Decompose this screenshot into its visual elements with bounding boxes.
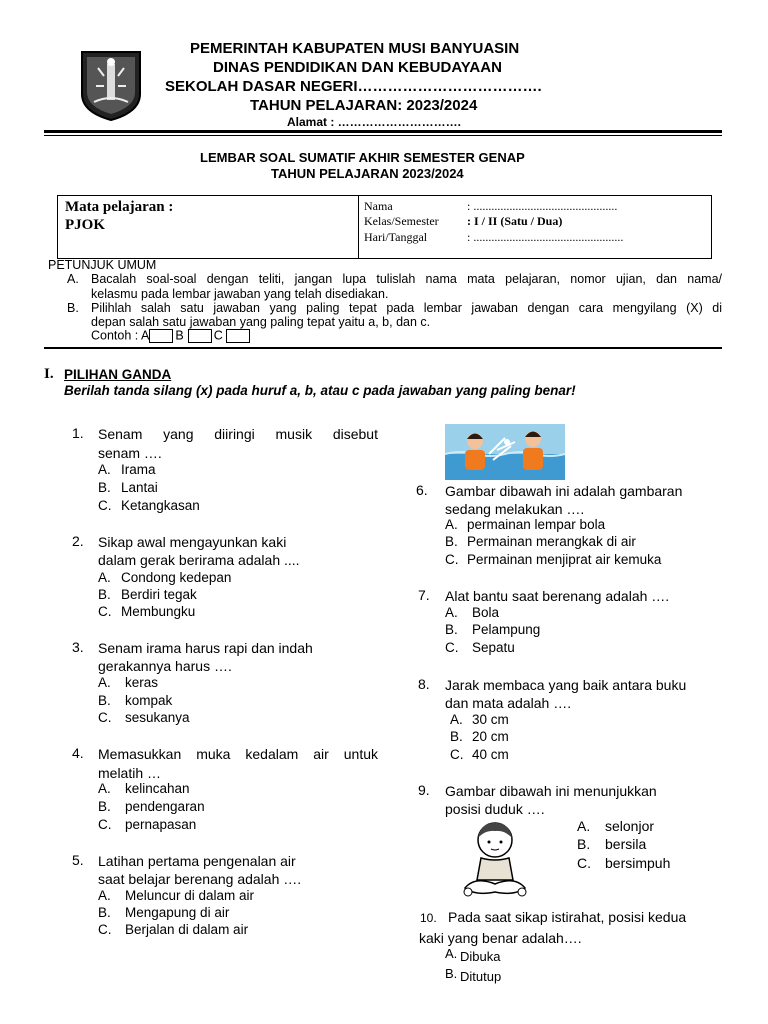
q7-option-b-letter: B.: [445, 622, 458, 637]
q4-option-c-letter: C.: [98, 817, 112, 832]
q7-option-c-letter: C.: [445, 640, 459, 655]
header-department: DINAS PENDIDIKAN DAN KEBUDAYAAN: [213, 59, 502, 76]
q10-option-a-letter: A.: [445, 946, 458, 961]
q2-option-b-text: Berdiri tegak: [121, 587, 197, 602]
q9-option-c-letter: C.: [577, 855, 591, 871]
q3-number: 3.: [72, 639, 84, 655]
q9-option-b-text: bersila: [605, 836, 647, 852]
q9-line1: Gambar dibawah ini menunjukkan: [445, 783, 657, 799]
q8-option-c-letter: C.: [450, 747, 464, 762]
q8-option-c-text: 40 cm: [472, 747, 509, 762]
q4-option-a-text: kelincahan: [125, 781, 190, 796]
example-box-a: [149, 329, 173, 343]
q8-option-a-text: 30 cm: [472, 712, 509, 727]
q1-option-b-text: Lantai: [121, 480, 158, 495]
q5-option-c-letter: C.: [98, 922, 112, 937]
q5-option-c-text: Berjalan di dalam air: [125, 922, 249, 937]
example-box-b: [188, 329, 212, 343]
q2-line2: dalam gerak berirama adalah ....: [98, 552, 300, 568]
q4-option-b-letter: B.: [98, 799, 111, 814]
q6-option-a-text: permainan lempar bola: [467, 517, 606, 532]
instruction-b-line2: depan salah satu jawaban yang paling tepat yaitu a, b, dan c.: [91, 315, 431, 329]
name-label: Nama: [364, 199, 393, 213]
q5-option-a-text: Meluncur di dalam air: [125, 888, 255, 903]
q2-option-b-letter: B.: [98, 587, 111, 602]
date-value: : ..................................................: [467, 230, 624, 244]
regency-logo: [74, 46, 148, 122]
q3-line2: gerakannya harus ….: [98, 658, 232, 674]
q1-line2: senam ….: [98, 445, 162, 461]
instruction-a-line1: Bacalah soal-soal dengan teliti, jangan lupa tulislah nama mata pelajaran, nomor ujian, dan nama/: [91, 272, 722, 286]
q3-option-c-letter: C.: [98, 710, 112, 725]
q4-line1: Memasukkan muka kedalam air untuk: [98, 746, 378, 762]
q9-number: 9.: [418, 782, 430, 798]
q1-option-b-letter: B.: [98, 480, 111, 495]
class-semester-value: : I / II (Satu / Dua): [467, 214, 563, 228]
header-government: PEMERINTAH KABUPATEN MUSI BANYUASIN: [190, 40, 520, 57]
example-line: [91, 329, 252, 343]
q9-option-b-letter: B.: [577, 836, 591, 852]
q4-option-b-text: pendengaran: [125, 799, 205, 814]
q4-option-c-text: pernapasan: [125, 817, 197, 832]
q10-option-b-letter: B.: [445, 966, 458, 981]
q10-line2: kaki yang benar adalah….: [419, 930, 582, 946]
q7-option-a-text: Bola: [472, 605, 500, 620]
q8-option-b-letter: B.: [450, 729, 463, 744]
instruction-a-marker: A.: [67, 272, 79, 286]
example-label-b: B: [175, 328, 184, 343]
q9-line2: posisi duduk ….: [445, 801, 545, 817]
q3-option-b-letter: B.: [98, 693, 111, 708]
document-title: LEMBAR SOAL SUMATIF AKHIR SEMESTER GENAP: [200, 150, 525, 165]
q10-number: 10.: [420, 911, 437, 925]
q3-option-c-text: sesukanya: [125, 710, 190, 725]
q2-option-a-text: Condong kedepan: [121, 570, 232, 585]
q10-option-a-text: Dibuka: [460, 949, 501, 964]
q6-option-b-text: Permainan merangkak di air: [467, 534, 636, 549]
q3-line1: Senam irama harus rapi dan indah: [98, 640, 313, 656]
q6-option-c-text: Permainan menjiprat air kemuka: [467, 552, 662, 567]
instruction-b-marker: B.: [67, 301, 79, 315]
q7-number: 7.: [418, 587, 430, 603]
q2-line1: Sikap awal mengayunkan kaki: [98, 534, 287, 550]
water-play-illustration: [445, 424, 565, 480]
q1-line1: Senam yang diiringi musik disebut: [98, 426, 378, 442]
q5-number: 5.: [72, 852, 84, 868]
q4-number: 4.: [72, 745, 84, 761]
info-table: [57, 195, 712, 259]
class-semester-label: Kelas/Semester: [364, 214, 439, 228]
q6-option-c-letter: C.: [445, 552, 459, 567]
q2-option-a-letter: A.: [98, 570, 111, 585]
sitting-child-illustration: [455, 818, 535, 902]
q9-option-a-text: selonjor: [605, 818, 655, 834]
q7-option-a-letter: A.: [445, 605, 458, 620]
name-value: : ................................................: [467, 199, 618, 213]
q10-line1: Pada saat sikap istirahat, posisi kedua: [448, 909, 687, 925]
q8-number: 8.: [418, 676, 430, 692]
example-box-c: [226, 329, 250, 343]
document-subtitle: TAHUN PELAJARAN 2023/2024: [271, 166, 464, 181]
q3-option-b-text: kompak: [125, 693, 173, 708]
header-school-year: TAHUN PELAJARAN: 2023/2024: [250, 97, 478, 114]
q5-option-b-text: Mengapung di air: [125, 905, 230, 920]
subject-value: PJOK: [65, 217, 105, 233]
instructions-divider: [44, 347, 722, 349]
q7-option-c-text: Sepatu: [472, 640, 515, 655]
q6-number: 6.: [416, 482, 428, 498]
q5-option-b-letter: B.: [98, 905, 111, 920]
header-divider: [44, 130, 722, 136]
q9-option-c-text: bersimpuh: [605, 855, 671, 871]
q1-option-a-text: Irama: [121, 462, 156, 477]
q6-option-b-letter: B.: [445, 534, 458, 549]
instructions-heading: PETUNJUK UMUM: [48, 258, 157, 272]
q6-option-a-letter: A.: [445, 517, 458, 532]
example-label-a: Contoh : A: [91, 328, 150, 343]
q2-number: 2.: [72, 533, 84, 549]
q3-option-a-letter: A.: [98, 675, 111, 690]
q9-option-a-letter: A.: [577, 818, 591, 834]
header-address: Alamat : ………………………….: [287, 115, 462, 129]
q7-line1: Alat bantu saat berenang adalah ….: [445, 588, 670, 604]
q5-option-a-letter: A.: [98, 888, 111, 903]
date-label: Hari/Tanggal: [364, 230, 428, 244]
section-instruction: Berilah tanda silang (x) pada huruf a, b, atau c pada jawaban yang paling benar!: [64, 383, 576, 398]
q2-option-c-text: Membungku: [121, 604, 196, 619]
instruction-a-line2: kelasmu pada lembar jawaban yang telah disediakan.: [91, 287, 389, 301]
header-school: SEKOLAH DASAR NEGERI……………………………….: [165, 78, 542, 95]
q10-option-b-text: Ditutup: [460, 969, 502, 984]
q4-option-a-letter: A.: [98, 781, 111, 796]
subject-label: Mata pelajaran :: [65, 199, 174, 215]
q2-option-c-letter: C.: [98, 604, 112, 619]
instruction-b-line1: Pilihlah salah satu jawaban yang paling tepat pada lembar jawaban dengan cara mengyilang (X) di: [91, 301, 722, 315]
q1-number: 1.: [72, 425, 84, 441]
q8-line2: dan mata adalah ….: [445, 695, 572, 711]
q4-line2: melatih …: [98, 765, 162, 781]
q1-option-c-letter: C.: [98, 498, 112, 513]
q6-line2: sedang melakukan ….: [445, 501, 585, 517]
q5-line1: Latihan pertama pengenalan air: [98, 853, 296, 869]
q6-line1: Gambar dibawah ini adalah gambaran: [445, 483, 683, 499]
section-number: I.: [44, 366, 54, 382]
q5-line2: saat belajar berenang adalah ….: [98, 871, 302, 887]
q7-option-b-text: Pelampung: [472, 622, 541, 637]
q8-option-b-text: 20 cm: [472, 729, 509, 744]
q1-option-c-text: Ketangkasan: [121, 498, 200, 513]
section-title: PILIHAN GANDA: [64, 367, 172, 382]
q3-option-a-text: keras: [125, 675, 159, 690]
example-label-c: C: [213, 328, 223, 343]
q8-line1: Jarak membaca yang baik antara buku: [445, 677, 687, 693]
info-table-divider: [358, 196, 359, 258]
q1-option-a-letter: A.: [98, 462, 111, 477]
q8-option-a-letter: A.: [450, 712, 463, 727]
